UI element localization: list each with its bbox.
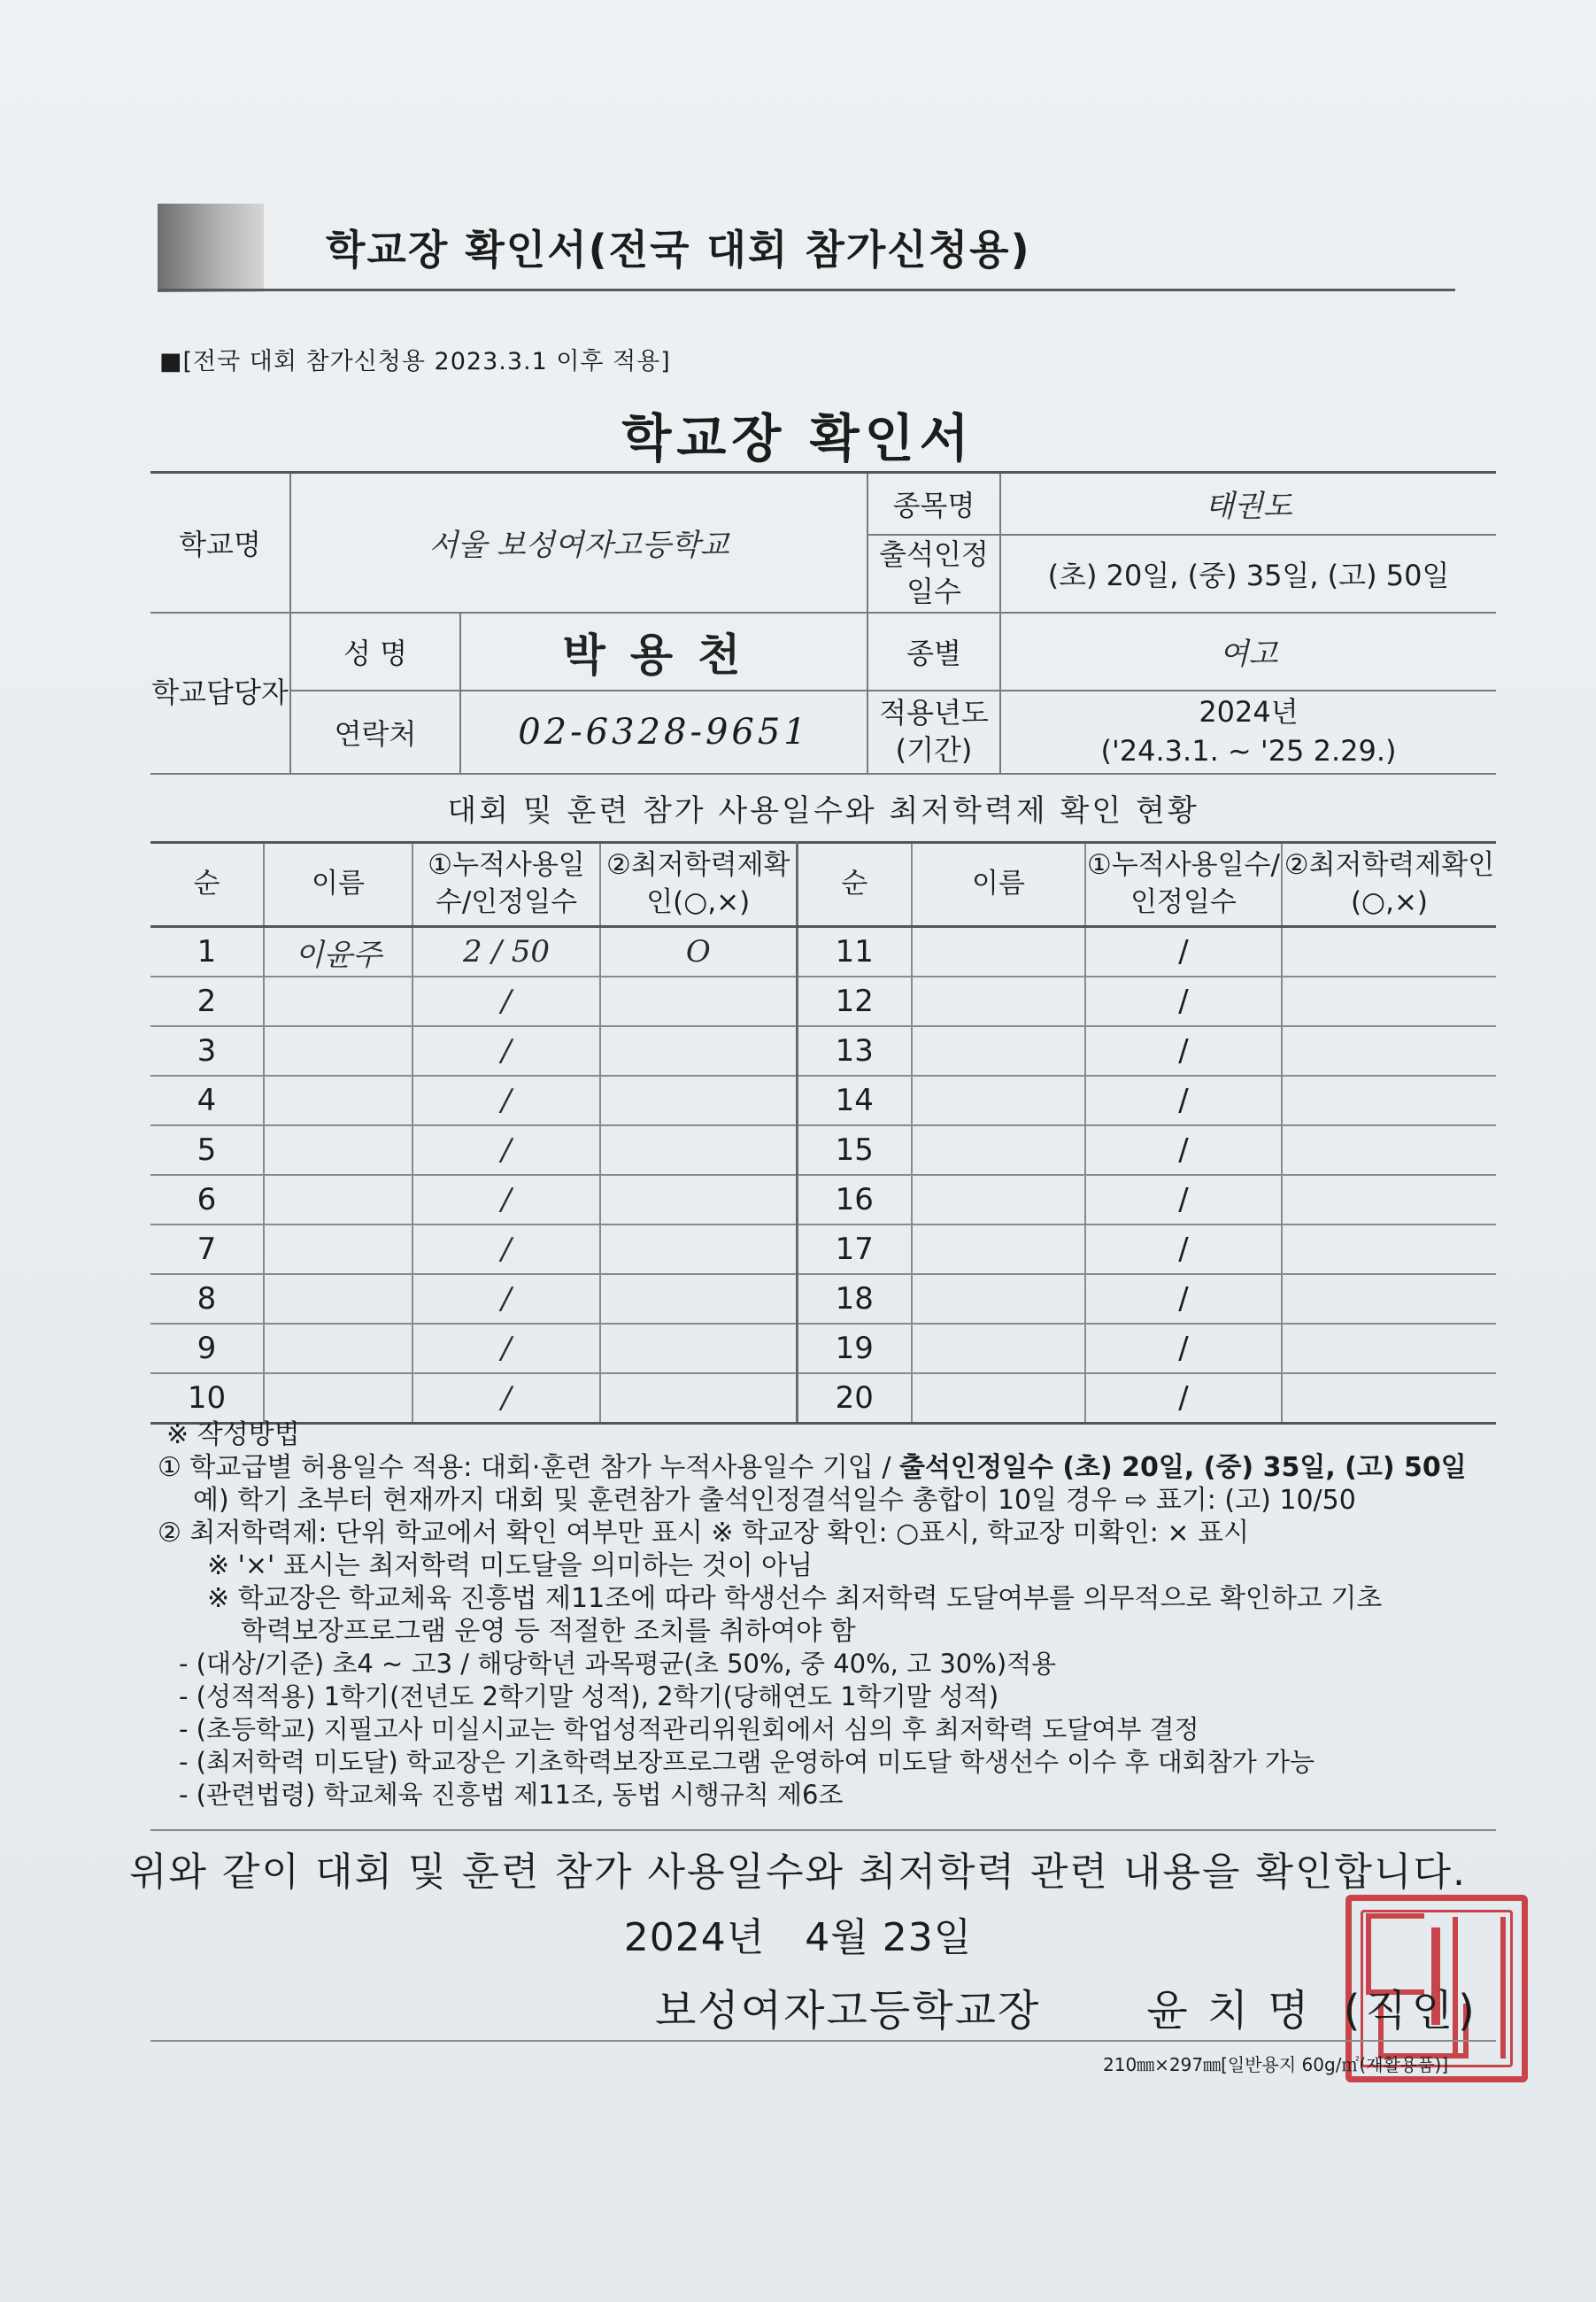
year-cell	[1000, 691, 1496, 774]
paper-size-note: 210㎜×297㎜[일반용지 60g/㎡(재활용품)]	[1103, 2054, 1449, 2075]
school-value: 서울 보성여자고등학교	[290, 473, 867, 613]
table-row	[150, 1224, 1496, 1274]
table-row	[150, 1175, 1496, 1224]
row-no-right: 13	[797, 1026, 912, 1076]
notes-item-1-example: 예) 학기 초부터 현재까지 대회 및 훈련참가 출석인정결석일수 총합이 10일 경우 ⇨ 표기: (고) 10/50	[193, 1485, 1356, 1516]
row-min-left	[600, 1224, 797, 1274]
row-name-right	[912, 927, 1085, 977]
row-min-left	[600, 1324, 797, 1373]
row-days-right: /	[1085, 1324, 1282, 1373]
row-days-right: /	[1085, 977, 1282, 1026]
document-date: 2024년 4월 23일	[623, 1915, 973, 1960]
row-min-right	[1282, 1324, 1496, 1373]
attendance-grid	[150, 841, 1496, 1425]
notes-item-1-text: ① 학교급별 허용일수 적용: 대회·훈련 참가 누적사용일수 기입 /	[158, 1452, 899, 1483]
sport-value: 태권도	[1000, 473, 1496, 535]
row-days-right: /	[1085, 1026, 1282, 1076]
seal-label: (직인)	[1343, 1986, 1480, 2035]
row-name-right	[912, 1026, 1085, 1076]
row-min-right	[1282, 1125, 1496, 1175]
row-min-right	[1282, 1224, 1496, 1274]
row-no-left: 6	[150, 1175, 264, 1224]
grid-header-row	[150, 843, 1496, 927]
row-no-right: 14	[797, 1076, 912, 1125]
table-row	[150, 977, 1496, 1026]
contact-value: 02-6328-9651	[460, 691, 867, 774]
row-days-left: /	[412, 1175, 600, 1224]
table-row	[150, 1274, 1496, 1324]
notes-item-2: ② 최저학력제: 단위 학교에서 확인 여부만 표시 ※ 학교장 확인: ○표시, 학교장 미확인: × 표시	[158, 1518, 1250, 1549]
table-row	[150, 1026, 1496, 1076]
row-no-left: 7	[150, 1224, 264, 1274]
header-days-left: ①누적사용일수/인정일수	[412, 843, 600, 927]
row-days-left: /	[412, 1224, 600, 1274]
row-no-right: 11	[797, 927, 912, 977]
info-table	[150, 471, 1496, 775]
header-no-left: 순	[150, 843, 264, 927]
row-name-right	[912, 1076, 1085, 1125]
signer-line	[655, 1976, 1480, 2037]
row-days-right: /	[1085, 1274, 1282, 1324]
row-min-right	[1282, 977, 1496, 1026]
header-days-right: ①누적사용일수/인정일수	[1085, 843, 1282, 927]
row-no-left: 9	[150, 1324, 264, 1373]
row-name-right	[912, 1175, 1085, 1224]
notes-item-1-bold: 출석인정일수 (초) 20일, (중) 35일, (고) 50일	[899, 1452, 1467, 1483]
header-name-right: 이름	[912, 843, 1085, 927]
row-name-left	[264, 1125, 412, 1175]
row-min-right	[1282, 1026, 1496, 1076]
row-name-left	[264, 1026, 412, 1076]
notes-heading: ※ 작성방법	[166, 1419, 300, 1450]
row-no-right: 17	[797, 1224, 912, 1274]
row-name-left	[264, 1274, 412, 1324]
row-days-left: /	[412, 1324, 600, 1373]
row-no-left: 3	[150, 1026, 264, 1076]
row-name-right	[912, 1125, 1085, 1175]
gender-label: 종별	[867, 613, 1000, 691]
row-name-right	[912, 1224, 1085, 1274]
notes-detail-2: - (성적적용) 1학기(전년도 2학기말 성적), 2학기(당해연도 1학기말 성적)	[179, 1681, 999, 1711]
row-name-left	[264, 1175, 412, 1224]
writing-instructions	[158, 1418, 1503, 1811]
header-title: 학교장 확인서(전국 대회 참가신청용)	[326, 226, 1031, 274]
row-min-left	[600, 1274, 797, 1324]
row-no-left: 8	[150, 1274, 264, 1324]
header-min-left: ②최저학력제확인(○,×)	[600, 843, 797, 927]
row-min-right	[1282, 1274, 1496, 1324]
header-no-right: 순	[797, 843, 912, 927]
notes-item-1	[158, 1451, 1503, 1484]
notes-detail-5: - (관련법령) 학교체육 진흥법 제11조, 동법 시행규칙 제6조	[179, 1780, 844, 1810]
row-name-left	[264, 1324, 412, 1373]
row-no-right: 18	[797, 1274, 912, 1324]
row-min-left	[600, 1373, 797, 1424]
notes-item-2-a: ※ '×' 표시는 최저학력 미도달을 의미하는 것이 아님	[207, 1550, 813, 1581]
signer-school: 보성여자고등학교장	[655, 1986, 1041, 2035]
row-name-right	[912, 977, 1085, 1026]
row-min-right	[1282, 1175, 1496, 1224]
name-signature: 박용천	[460, 613, 867, 691]
row-name-left	[264, 1224, 412, 1274]
row-min-left	[600, 1125, 797, 1175]
confirmation-text: 위와 같이 대회 및 훈련 참가 사용일수와 최저학력 관련 내용을 확인합니다.	[129, 1850, 1467, 1895]
row-no-left: 4	[150, 1076, 264, 1125]
row-days-right: /	[1085, 927, 1282, 977]
row-days-left: /	[412, 977, 600, 1026]
row-no-right: 15	[797, 1125, 912, 1175]
row-min-left	[600, 1076, 797, 1125]
year-label: 적용년도(기간)	[867, 691, 1000, 774]
row-days-right: /	[1085, 1175, 1282, 1224]
main-title: 학교장 확인서	[621, 408, 975, 468]
school-label: 학교명	[150, 473, 290, 613]
row-name-right	[912, 1274, 1085, 1324]
row-days-left: /	[412, 1026, 600, 1076]
table-row	[150, 927, 1496, 977]
gender-value: 여고	[1000, 613, 1496, 691]
notes-detail-1: - (대상/기준) 초4 ~ 고3 / 해당학년 과목평균(초 50%, 중 40%, 고 30%)적용	[179, 1649, 1057, 1679]
row-no-left: 10	[150, 1373, 264, 1424]
row-name-left	[264, 977, 412, 1026]
row-no-right: 12	[797, 977, 912, 1026]
header-name-left: 이름	[264, 843, 412, 927]
table-row	[150, 1324, 1496, 1373]
row-min-right	[1282, 927, 1496, 977]
row-min-left	[600, 1026, 797, 1076]
row-no-left: 1	[150, 927, 264, 977]
row-days-left: /	[412, 1274, 600, 1324]
row-days-right: /	[1085, 1373, 1282, 1424]
row-name-left: 이윤주	[264, 927, 412, 977]
row-days-left: /	[412, 1373, 600, 1424]
signer-name: 윤치명	[1146, 1986, 1329, 2035]
row-no-right: 19	[797, 1324, 912, 1373]
contact-label: 연락처	[290, 691, 460, 774]
row-min-right	[1282, 1373, 1496, 1424]
section-title: 대회 및 훈련 참가 사용일수와 최저학력제 확인 현황	[447, 793, 1199, 829]
year-value: 2024년	[1199, 695, 1299, 730]
manager-label: 학교담당자	[150, 613, 290, 774]
notes-item-2-b-cont: 학력보장프로그램 운영 등 적절한 조치를 취하여야 함	[241, 1616, 856, 1647]
name-label: 성 명	[290, 613, 460, 691]
row-name-right	[912, 1373, 1085, 1424]
row-days-left: 2 / 50	[412, 927, 600, 977]
row-days-right: /	[1085, 1224, 1282, 1274]
row-days-right: /	[1085, 1125, 1282, 1175]
row-min-left: O	[600, 927, 797, 977]
header-min-right: ②최저학력제확인(○,×)	[1282, 843, 1496, 927]
notes-detail-3: - (초등학교) 지필고사 미실시교는 학업성적관리위원회에서 심의 후 최저학력 도달여부 결정	[179, 1714, 1199, 1744]
row-name-left	[264, 1076, 412, 1125]
table-row	[150, 1373, 1496, 1424]
row-name-right	[912, 1324, 1085, 1373]
row-no-right: 20	[797, 1373, 912, 1424]
row-no-left: 2	[150, 977, 264, 1026]
notes-item-2-b: ※ 학교장은 학교체육 진흥법 제11조에 따라 학생선수 최저학력 도달여부를 의무적으로 확인하고 기초	[207, 1583, 1383, 1614]
row-min-right	[1282, 1076, 1496, 1125]
row-days-right: /	[1085, 1076, 1282, 1125]
notes-detail-4: - (최저학력 미도달) 학교장은 기초학력보장프로그램 운영하여 미도달 학생선수 이수 후 대회참가 가능	[179, 1747, 1315, 1777]
row-days-left: /	[412, 1125, 600, 1175]
row-no-left: 5	[150, 1125, 264, 1175]
sport-label: 종목명	[867, 473, 1000, 535]
header-decor-bar	[158, 204, 264, 292]
footer-divider	[150, 2040, 1496, 2042]
table-row	[150, 1125, 1496, 1175]
row-name-left	[264, 1373, 412, 1424]
row-min-left	[600, 1175, 797, 1224]
reference-note: ■[전국 대회 참가신청용 2023.3.1 이후 적용]	[159, 348, 671, 375]
year-period: ('24.3.1. ~ '25 2.29.)	[1100, 733, 1397, 768]
attendance-value: (초) 20일, (중) 35일, (고) 50일	[1000, 535, 1496, 613]
attendance-label: 출석인정일수	[867, 535, 1000, 613]
row-no-right: 16	[797, 1175, 912, 1224]
row-min-left	[600, 977, 797, 1026]
notes-divider	[150, 1829, 1496, 1831]
row-days-left: /	[412, 1076, 600, 1125]
header-divider	[158, 289, 1455, 291]
table-row	[150, 1076, 1496, 1125]
